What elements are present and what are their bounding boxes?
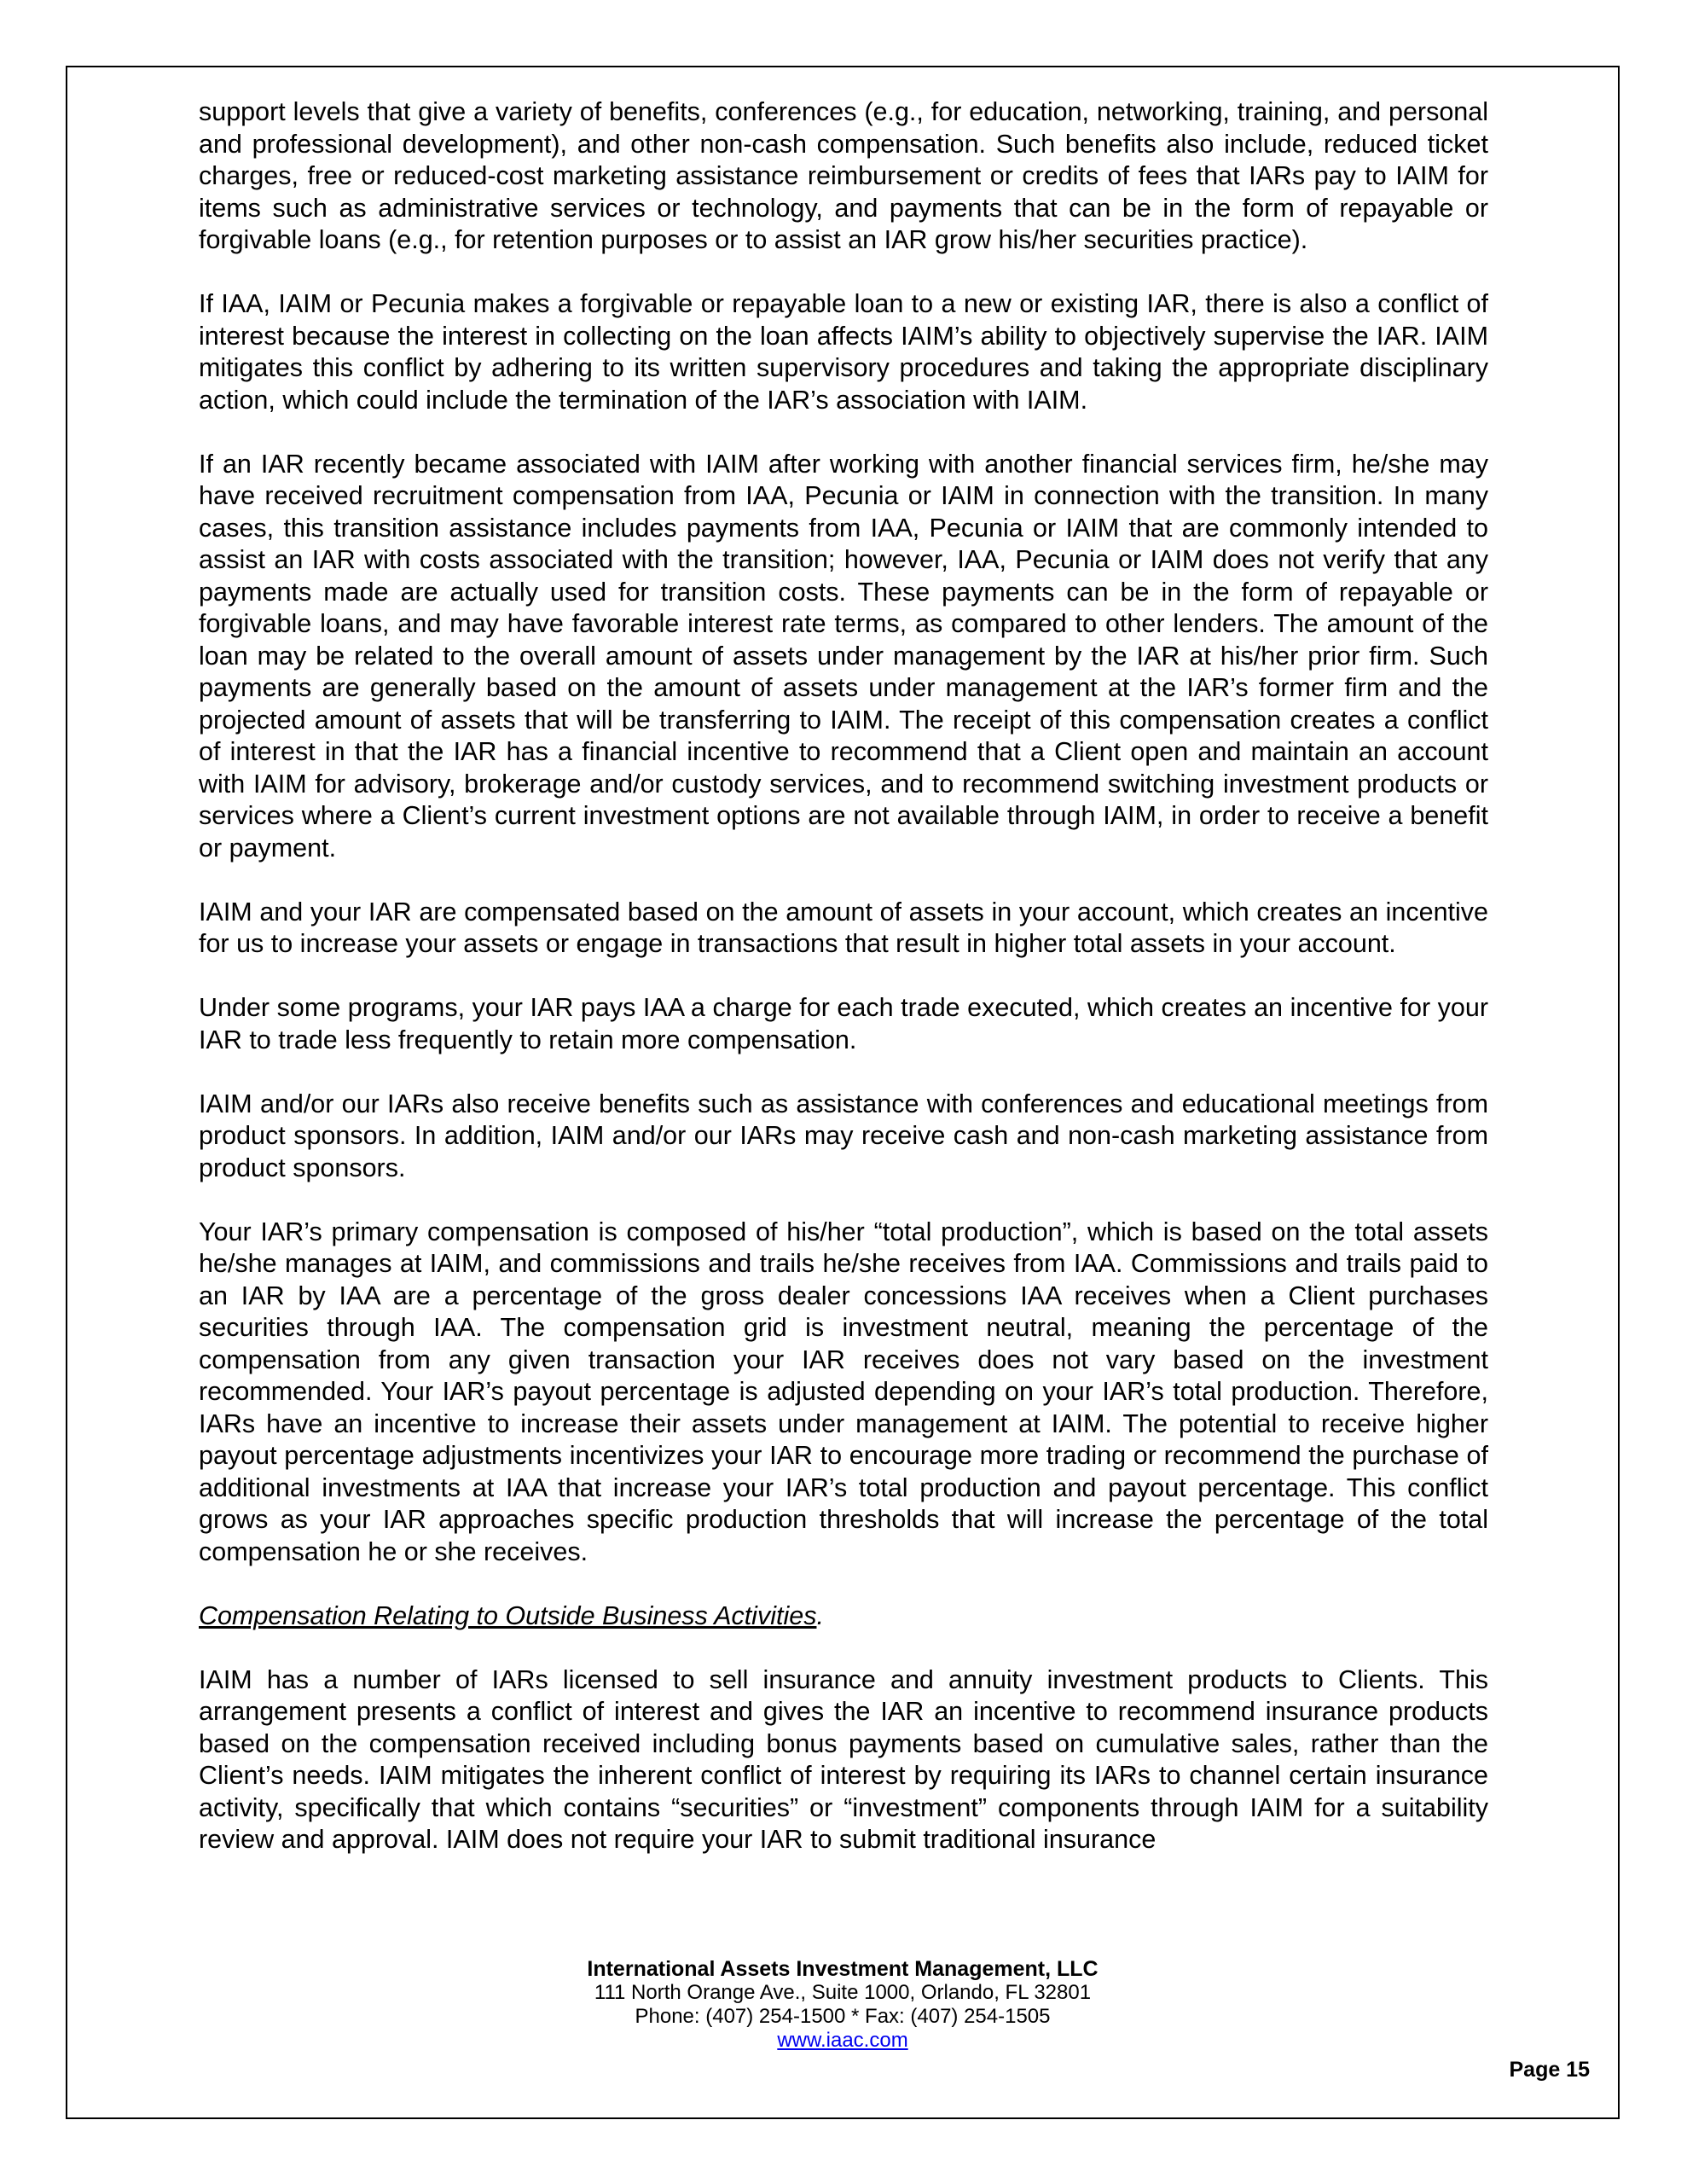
section-heading-text: Compensation Relating to Outside Business Activities xyxy=(199,1600,817,1630)
paragraph-insurance: IAIM has a number of IARs licensed to sell insurance and annuity investment products to Clients. This arrangement presents a conflict of interest and gives the IAR an incentive to recommend insurance products based on the compensation received including bonus payments based on cumulative sales, rather than the Client’s needs. IAIM mitigates the inherent conflict of interest by requiring its IARs to channel certain insurance activity, specifically that which contains “securities” or “investment” components through IAIM for a suitability review and approval. IAIM does not require your IAR to submit traditional insurance xyxy=(199,1664,1488,1854)
paragraph-loans: If IAA, IAIM or Pecunia makes a forgivable or repayable loan to a new or existing IAR, there is also a conflict of interest because the interest in collecting on the loan affects IAIM’s ability to objectively supervise the IAR. IAIM mitigates this conflict by adhering to its written supervisory procedures and taking the appropriate disciplinary action, which could include the termination of the IAR’s association with IAIM. xyxy=(199,289,1488,415)
paragraph-total-production: Your IAR’s primary compensation is composed of his/her “total production”, which is based on the total assets he/she manages at IAIM, and commissions and trails he/she receives from IAA. Commissions and trails paid to an IAR by IAA are a percentage of the gross dealer concessions IAA receives when a Client purchases securities through IAA. The compensation grid is investment neutral, meaning the percentage of the compensation from any given transaction your IAR receives does not vary based on the investment recommended. Your IAR’s payout percentage is adjusted depending on your IAR’s total production. Therefore, IARs have an incentive to increase their assets under management at IAIM. The potential to receive higher payout percentage adjustments incentivizes your IAR to encourage more trading or recommend the purchase of additional investments at IAA that increase your IAR’s total production and payout percentage. This conflict grows as your IAR approaches specific production thresholds that will increase the percentage of the total compensation he or she receives. xyxy=(199,1217,1488,1566)
paragraph-trade-charge: Under some programs, your IAR pays IAA a charge for each trade executed, which creates an incentive for your IAR to trade less frequently to retain more compensation. xyxy=(199,993,1488,1054)
section-heading-period: . xyxy=(816,1600,824,1630)
footer-address: 111 North Orange Ave., Suite 1000, Orlando, FL 32801 xyxy=(594,1981,1092,2004)
page-number: Page 15 xyxy=(1509,2058,1590,2082)
footer-phone-fax: Phone: (407) 254-1500 * Fax: (407) 254-1505 xyxy=(635,2005,1051,2028)
paragraph-benefits: support levels that give a variety of benefits, conferences (e.g., for education, networking, training, and personal and professional development), and other non-cash compensation. Such benefits also include, reduced ticket charges, free or reduced-cost marketing assistance reimbursement or credits of fees that IARs pay to IAIM for items such as administrative services or technology, and payments that can be in the form of repayable or forgivable loans (e.g., for retention purposes or to assist an IAR grow his/her securities practice). xyxy=(199,97,1488,254)
paragraph-product-sponsors: IAIM and/or our IARs also receive benefits such as assistance with conferences and educational meetings from product sponsors. In addition, IAIM and/or our IARs may receive cash and non-cash marketing assistance from product sponsors. xyxy=(199,1089,1488,1182)
footer-company: International Assets Investment Management, LLC xyxy=(587,1957,1099,1981)
paragraph-asset-compensation: IAIM and your IAR are compensated based on the amount of assets in your account, which creates an incentive for us to increase your assets or engage in transactions that result in higher total assets in your account. xyxy=(199,897,1488,958)
section-heading xyxy=(199,1600,1488,1633)
document-body xyxy=(199,96,1488,1856)
footer-website-link[interactable]: www.iaac.com xyxy=(777,2029,908,2052)
footer xyxy=(66,1957,1620,2053)
paragraph-recruitment: If an IAR recently became associated with IAIM after working with another financial services firm, he/she may have received recruitment compensation from IAA, Pecunia or IAIM in connection with the transition. In many cases, this transition assistance includes payments from IAA, Pecunia or IAIM that are commonly intended to assist an IAR with costs associated with the transition; however, IAA, Pecunia or IAIM does not verify that any payments made are actually used for transition costs. These payments can be in the form of repayable or forgivable loans, and may have favorable interest rate terms, as compared to other lenders. The amount of the loan may be related to the overall amount of assets under management by the IAR at his/her prior firm. Such payments are generally based on the amount of assets under management at the IAR’s former firm and the projected amount of assets that will be transferring to IAIM. The receipt of this compensation creates a conflict of interest in that the IAR has a financial incentive to recommend that a Client open and maintain an account with IAIM for advisory, brokerage and/or custody services, and to recommend switching investment products or services where a Client’s current investment options are not available through IAIM, in order to receive a benefit or payment. xyxy=(199,449,1488,863)
